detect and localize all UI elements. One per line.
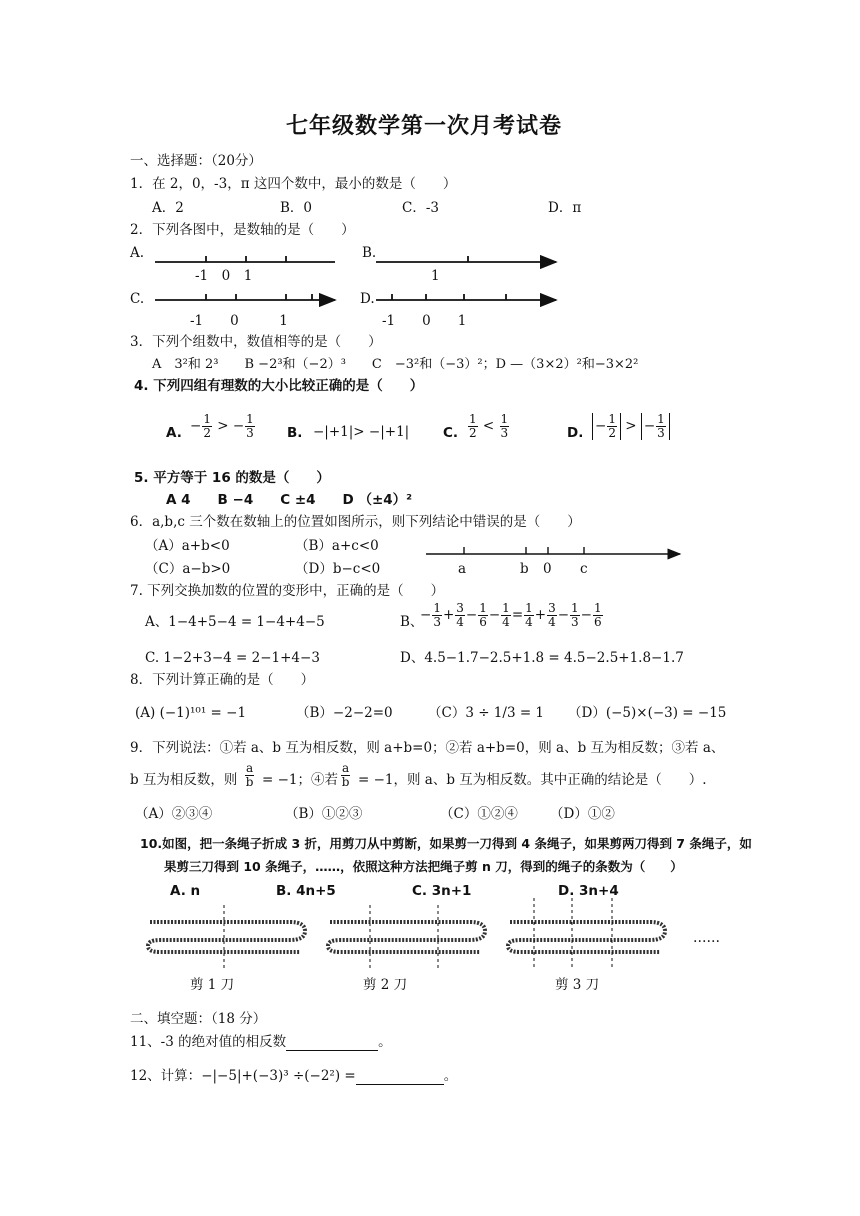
axis-labels-a: -1 0 1 xyxy=(195,268,253,284)
page-title: 七年级数学第一次月考试卷 xyxy=(286,113,563,139)
option-c: C. 3n+1 xyxy=(412,883,472,899)
question-stem: 4. 下列四组有理数的大小比较正确的是（ ） xyxy=(134,378,424,394)
question-line-1: 9．下列说法：①若 a、b 互为相反数，则 a+b=0；②若 a+b=0，则 a、b 互为相反数；③若 a、 xyxy=(130,740,725,756)
option-b: （B）a+c<0 xyxy=(295,538,379,554)
option-c: （C）3 ÷ 1/3 = 1 xyxy=(428,705,545,721)
option-c: （C）①②④ xyxy=(440,806,518,822)
option-b: （B）−2−2=0 xyxy=(296,705,393,721)
axis-labels-b: 1 xyxy=(431,268,440,284)
option-d-expr: − $\frac{1}{2}$ > − $\frac{1}{3}$ xyxy=(592,413,670,440)
option-a: A. xyxy=(130,245,145,261)
option-a-label: A. xyxy=(166,425,182,441)
question-stem: 2．下列各图中，是数轴的是（ ） xyxy=(130,222,355,238)
number-line-q6 xyxy=(426,547,680,554)
caption-cut-3: 剪 3 刀 xyxy=(555,977,600,993)
answer-blank[interactable] xyxy=(356,1068,444,1085)
option-c: （C）a−b>0 xyxy=(145,561,231,577)
option-b-expr: − $\frac{1}{3}$ + $\frac{3}{4}$ − $\frac{1}{6}$ − $\frac{1}{4}$ = $\frac{1}{4}$ + $\frac{3}{4}$ − $\frac{1}{3}$ − $\frac{1}{6}$ xyxy=(420,601,602,629)
question-11: 11、-3 的绝对值的相反数 。 xyxy=(130,1034,392,1050)
question-line-2c: = −1，则 a、b 互为相反数。其中正确的结论是（ ）. xyxy=(358,772,707,788)
question-line-2a: b 互为相反数，则 xyxy=(130,772,238,788)
option-b-expr: −|+1|> −|+1| xyxy=(313,424,410,440)
axis-label-zero: 0 xyxy=(543,561,552,577)
question-stem: 6．a,b,c 三个数在数轴上的位置如图所示，则下列结论中错误的是（ ） xyxy=(130,514,581,530)
question-line-1: 10.如图，把一条绳子折成 3 折，用剪刀从中剪断，如果剪一刀得到 4 条绳子，如果剪两刀得到 7 条绳子，如 xyxy=(140,836,752,851)
axis-label-b: b xyxy=(520,561,529,577)
option-b-label: B. xyxy=(287,425,303,441)
option-b-label: B、 xyxy=(400,614,424,630)
number-line-b xyxy=(376,256,556,262)
option-b: （B）①②③ xyxy=(285,806,363,822)
option-d: （D）(−5)×(−3) = −15 xyxy=(568,705,727,721)
option-d: D. 3n+4 xyxy=(558,883,619,899)
option-a: A. n xyxy=(170,883,201,899)
question-stem: 5. 平方等于 16 的数是（ ） xyxy=(134,470,330,486)
option-b: B. 4n+5 xyxy=(276,883,336,899)
option-c-label: C. xyxy=(443,425,459,441)
axis-label-a: a xyxy=(458,561,467,577)
number-line-a xyxy=(155,256,335,262)
option-d: （D）①② xyxy=(550,806,615,822)
option-b: B．0 xyxy=(280,200,313,216)
option-c: C. 1−2+3−4 = 2−1+4−3 xyxy=(145,650,320,666)
rope-figure-3 xyxy=(508,922,665,952)
option-a: （A）②③④ xyxy=(135,806,213,822)
option-a: (A) (−1)¹⁰¹ = −1 xyxy=(135,705,247,721)
option-c-expr: $\frac{1}{2}$ < $\frac{1}{3}$ xyxy=(469,412,509,440)
section-heading: 一、选择题：（20分） xyxy=(130,153,262,169)
number-line-c xyxy=(155,294,335,300)
options-row: A 3²和 2³ B −2³和（−2）³ C −3²和（−3）²；D —（3×2）²和−3×2² xyxy=(152,357,639,372)
axis-labels-c: -1 0 1 xyxy=(190,313,288,329)
axis-label-c: c xyxy=(580,561,588,577)
option-a: A、1−4+5−4 = 1−4+4−5 xyxy=(145,614,325,630)
number-line-d xyxy=(376,294,556,300)
option-c: C. xyxy=(130,291,145,307)
question-stem: 7. 下列交换加数的位置的变形中，正确的是（ ） xyxy=(130,583,445,599)
option-d: D. xyxy=(360,291,375,307)
option-c: C．-3 xyxy=(402,200,439,216)
caption-cut-2: 剪 2 刀 xyxy=(363,977,408,993)
question-line-2b: = −1；④若 xyxy=(262,772,339,788)
option-b: B. xyxy=(362,245,377,261)
caption-cut-1: 剪 1 刀 xyxy=(190,977,235,993)
question-stem: 3．下列个组数中，数值相等的是（ ） xyxy=(130,334,382,350)
rope-figure-1 xyxy=(148,922,305,952)
question-stem: 1．在 2，0，-3，π 这四个数中，最小的数是（ ） xyxy=(130,176,457,192)
fraction-a-over-b: $\frac{a}{b}$ xyxy=(341,761,350,789)
option-a: A．2 xyxy=(152,200,184,216)
option-d: D．π xyxy=(548,200,582,216)
question-stem: 8．下列计算正确的是（ ） xyxy=(130,672,315,688)
ellipsis: …… xyxy=(693,930,720,946)
question-line-2: 果剪三刀得到 10 条绳子，……，依照这种方法把绳子剪 n 刀，得到的绳子的条数为（ ） xyxy=(164,859,683,874)
fraction-a-over-b: $\frac{a}{b}$ xyxy=(245,761,254,789)
option-d: D、4.5−1.7−2.5+1.8 = 4.5−2.5+1.8−1.7 xyxy=(400,650,684,666)
options-row: A 4 B −4 C ±4 D （±4）² xyxy=(166,492,413,508)
option-d-label: D. xyxy=(567,425,584,441)
option-a-expr: − $\frac{1}{2}$ > − $\frac{1}{3}$ xyxy=(190,412,254,440)
axis-labels-d: -1 0 1 xyxy=(382,313,467,329)
option-a: （A）a+b<0 xyxy=(145,538,230,554)
rope-figure-2 xyxy=(328,922,485,952)
section-heading: 二、填空题：（18 分） xyxy=(130,1011,267,1027)
question-12: 12、计算：−|−5|+(−3)³ ÷(−2²) = 。 xyxy=(130,1068,458,1084)
option-d: （D）b−c<0 xyxy=(295,561,381,577)
